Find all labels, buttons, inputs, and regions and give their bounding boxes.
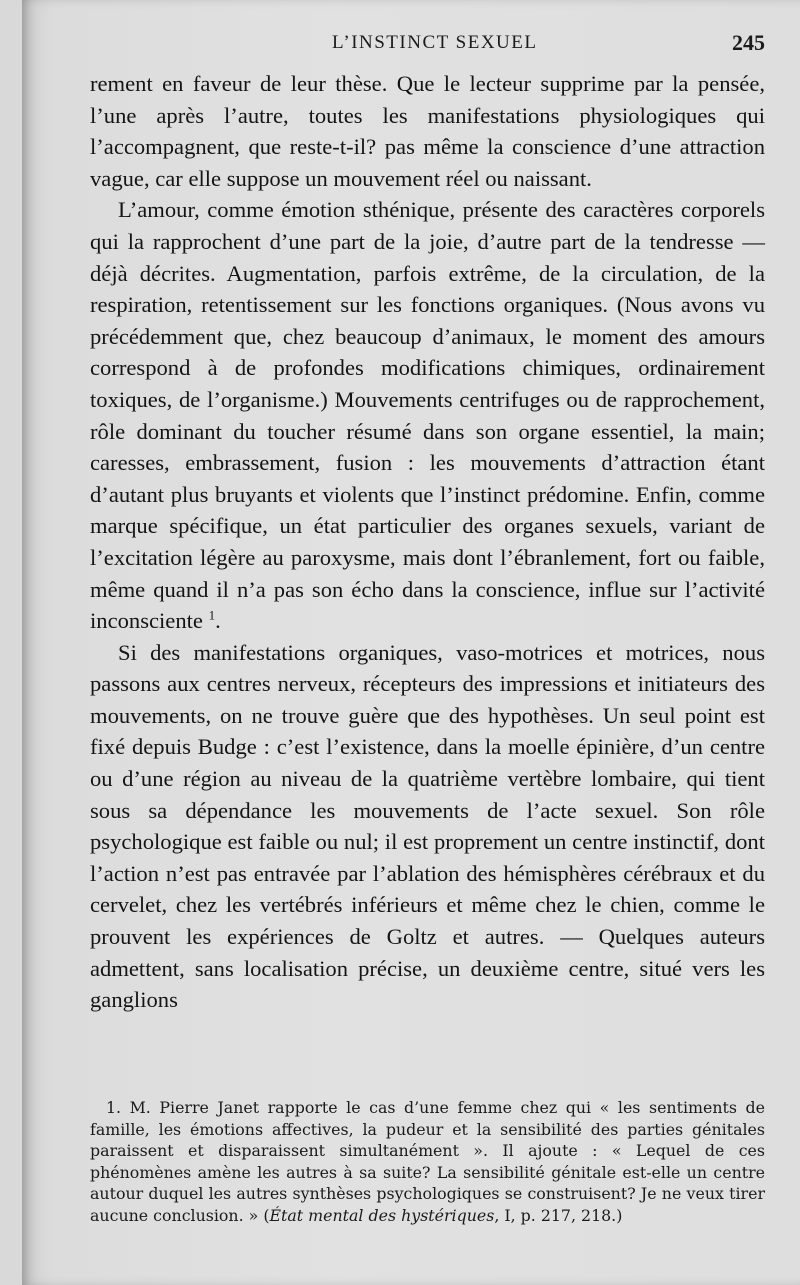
paragraph-1-text: rement en faveur de leur thèse. Que le lecteur supprime par la pensée, l’une après l’autre, toutes les manifestations physiologiques qui l’accompagnent, que reste-t-il? pas même la conscience d’une attraction vague, car elle suppose un mouvement réel ou naissant.: [90, 71, 765, 191]
running-title: L’INSTINCT SEXUEL: [332, 32, 538, 53]
footnote-citation-rest: , I, p. 217, 218.): [494, 1205, 623, 1225]
paragraph-3-text: Si des manifestations organiques, vaso-motrices et motrices, nous passons aux centres nerveux, récepteurs des impressions et initiateurs des mouvements, on ne trouve guère que des hypothèses. Un seul point est fixé depuis Budge : c’est l’existence, dans la moelle épinière, d’un centre ou d’une région au niveau de la quatrième vertèbre lombaire, qui tient sous sa dépendance les mouvements de l’acte sexuel. Son rôle psychologique est faible ou nul; il est proprement un centre instinctif, dont l’action n’est pas entravée par l’ablation des hémisphères cérébraux et du cervelet, chez les vertébrés inférieurs et même chez le chien, comme le prouvent les expériences de Goltz et autres. — Quelques auteurs admettent, sans localisation précise, un deuxième centre, situé vers les ganglions: [90, 639, 765, 1013]
page-number: 245: [732, 30, 765, 55]
paragraph-continued: [90, 68, 765, 194]
paragraph-2-end: .: [215, 608, 221, 634]
footnote-text: 1. M. Pierre Janet rapporte le cas d’une femme chez qui « les sentiments de famille, les émotions affectives, la pudeur et la sensibilité des parties génitales paraissent et disparaissent simultanément ». Il ajoute : « Lequel de ces phénomènes amène les autres à sa suite? La sensibilité génitale est-elle un centre autour duquel les autres synthèses psychologiques se construisent? Je ne veux tirer aucune conclusion. » (: [90, 1098, 765, 1225]
footnote-citation-title: État mental des hystériques: [269, 1205, 495, 1225]
footnote-reference: 1: [208, 607, 216, 623]
paragraph-love-emotion: [90, 194, 765, 636]
body-text: [90, 68, 765, 1016]
book-page: [22, 0, 800, 1285]
paragraph-2-text: L’amour, comme émotion sthénique, présente des caractères corporels qui la rapprochent d’une part de la joie, d’autre part de la tendresse — déjà décrites. Augmentation, parfois extrême, de la circulation, de la respiration, retentissement sur les fonctions organiques. (Nous avons vu précédemment que, chez beaucoup d’animaux, le moment des amours correspond à de profondes modifications chimiques, ordinairement toxiques, de l’organisme.) Mouvements centrifuges ou de rapprochement, rôle dominant du toucher résumé dans son organe essentiel, la main; caresses, embrassement, fusion : les mouvements d’attraction étant d’autant plus bruyants et violents que l’instinct prédomine. Enfin, comme marque spécifique, un état particulier des organes sexuels, variant de l’excitation légère au paroxysme, mais dont l’ébranlement, fort ou faible, même quand il n’a pas son écho dans la conscience, influe sur l’activité inconsciente: [90, 197, 765, 634]
footnote: [90, 1097, 765, 1227]
page-header: [90, 30, 765, 58]
footnote-paragraph: [90, 1097, 765, 1227]
paragraph-nerve-centers: [90, 637, 765, 1016]
